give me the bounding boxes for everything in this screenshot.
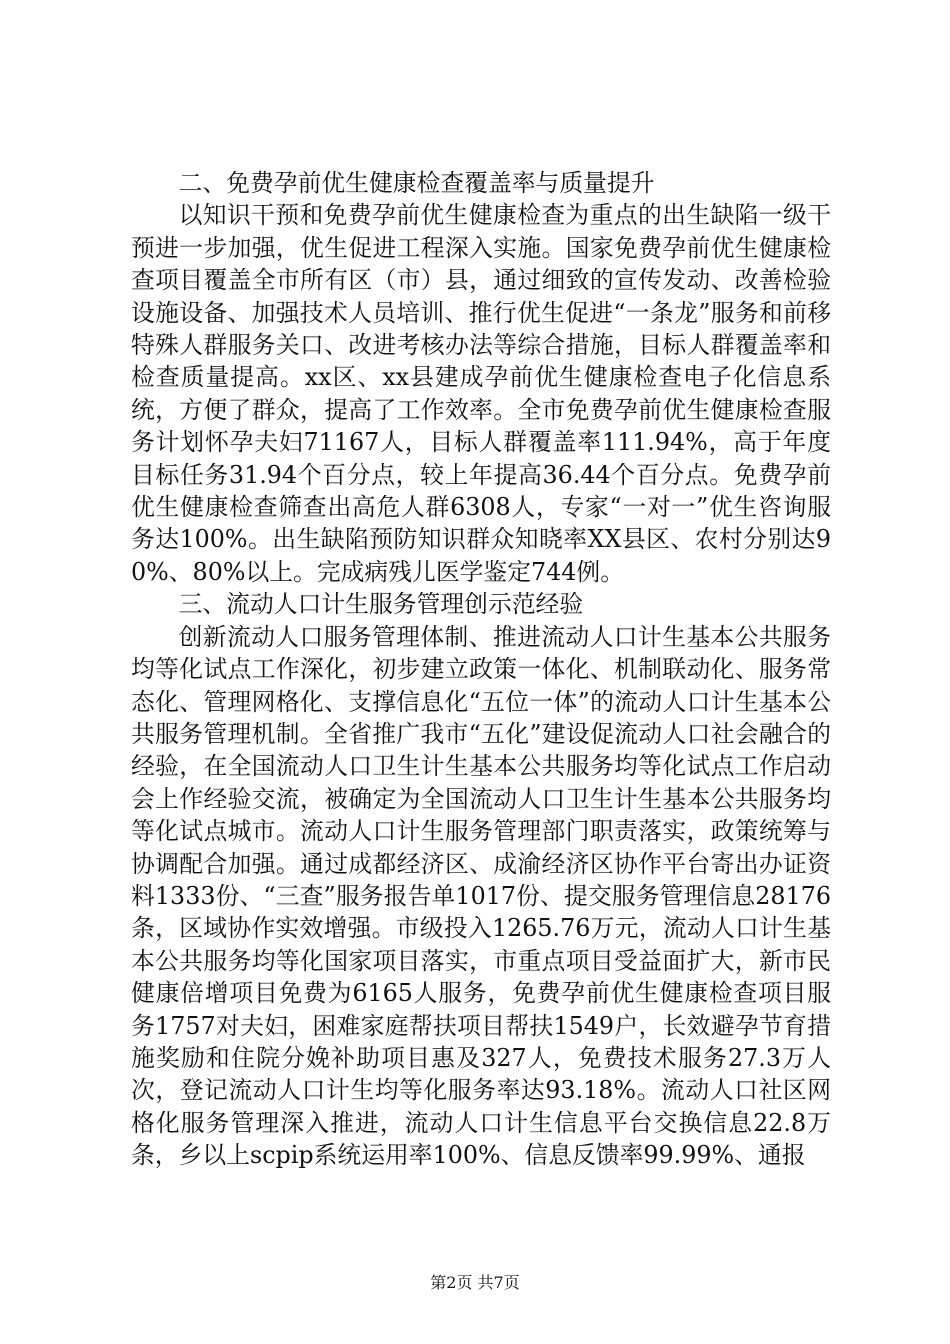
section-heading-3: 三、流动人口计生服务管理创示范经验: [178, 590, 584, 619]
page-number-footer: 第2页 共7页: [430, 1273, 520, 1292]
paragraph-floating-population: 创新流动人口服务管理体制、推进流动人口计生基本公共服务均等化试点工作深化，初步建立政策一体化、机制联动化、服务常态化、管理网格化、支撑信息化“五位一体”的流动人口计生基本公共服务管理机制。全省推广我市“五化”建设促流动人口社会融合的经验，在全国流动人口卫生计生基本公共服务均等化试点工作启动会上作经验交流，被确定为全国流动人口卫生计生基本公共服务均等化试点城市。流动人口计生服务管理部门职责落实，政策统筹与协调配合加强。通过成都经济区、成渝经济区协作平台寄出办证资料1333份、“三查”服务报告单1017份、提交服务管理信息28176条，区域协作实效增强。市级投入1265.76万元，流动人口计生基本公共服务均等化国家项目落实，市重点项目受益面扩大，新市民健康倍增项目免费为6165人服务，免费孕前优生健康检查项目服务1757对夫妇，困难家庭帮扶项目帮扶1549户，长效避孕节育措施奖励和住院分娩补助项目惠及327人，免费技术服务27.3万人次，登记流动人口计生均等化服务率达93.18%。流动人口社区网格化服务管理深入推进，流动人口计生信息平台交换信息22.8万条，乡以上scpip系统运用率100%、信息反馈率99.99%、通报: [131, 622, 831, 1170]
paragraph-prenatal-check: 以知识干预和免费孕前优生健康检查为重点的出生缺陷一级干预进一步加强，优生促进工程深入实施。国家免费孕前优生健康检查项目覆盖全市所有区（市）县，通过细致的宣传发动、改善检验设施设备、加强技术人员培训、推行优生促进“一条龙”服务和前移特殊人群服务关口、改进考核办法等综合措施，目标人群覆盖率和检查质量提高。xx区、xx县建成孕前优生健康检查电子化信息系统，方便了群众，提高了工作效率。全市免费孕前优生健康检查服务计划怀孕夫妇71167人，目标人群覆盖率111.94%，高于年度目标任务31.94个百分点，较上年提高36.44个百分点。免费孕前优生健康检查筛查出高危人群6308人，专家“一对一”优生咨询服务达100%。出生缺陷预防知识群众知晓率XX县区、农村分别达90%、80%以上。完成病残儿医学鉴定744例。: [131, 201, 831, 586]
document-body: [131, 167, 831, 1172]
section-heading-2: 二、免费孕前优生健康检查覆盖率与质量提升: [178, 169, 655, 197]
